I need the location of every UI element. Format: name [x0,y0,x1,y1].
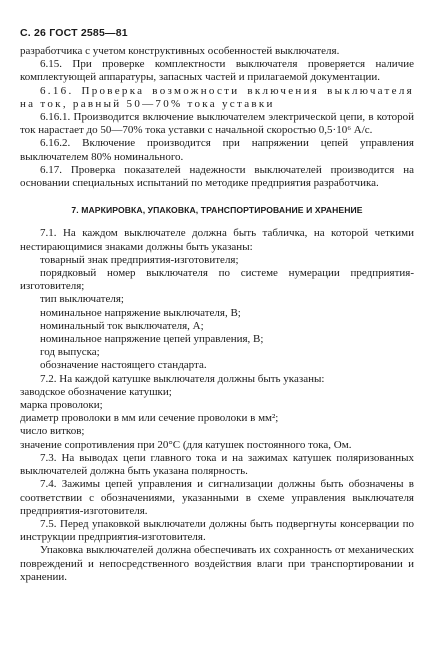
paragraph-6-16-heading: 6.16. Проверка возможности включения выключателя на ток, равный 50—70% тока уставки [20,84,414,110]
paragraph-7-4: 7.4. Зажимы цепей управления и сигнализации должны быть обозначены в соответствии с обозначениями, указанными в схеме управления выключателя предприятия-изготовителя. [20,478,414,517]
coil-item-designation: заводское обозначение катушки; [20,385,172,398]
coil-item-resistance: значение сопротивления при 20°С (для катушек постоянного тока, Ом. [20,438,352,451]
coil-item-wire-diameter: диаметр проволоки в мм или сечение проволоки в мм²; [20,412,279,425]
coil-item-turns: число витков; [20,425,85,438]
marking-item-year: год выпуска; [40,346,100,359]
marking-item-rated-current: номинальный ток выключателя, А; [40,319,204,332]
marking-item-rated-voltage: номинальное напряжение выключателя, В; [40,306,241,319]
paragraph-continuation: разработчика с учетом конструктивных особенностей выключателя. [20,45,340,57]
paragraph-6-16-1: 6.16.1. Производится включение выключателем электрической цепи, в которой ток нарастает до 50—70% тока уставки с начальной скоростью 0,5·10⁶ А/с. [20,111,414,137]
marking-item-trademark: товарный знак предприятия-изготовителя; [40,253,239,266]
coil-item-wire-grade: марка проволоки; [20,399,103,412]
marking-item-control-voltage: номинальное напряжение цепей управления, В; [40,333,264,346]
paragraph-7-3: 7.3. На выводах цепи главного тока и на зажимах катушек поляризованных выключателей должна быть указана полярность. [20,451,414,478]
paragraph-6-17: 6.17. Проверка показателей надежности выключателей производится на основании специальных испытаний по методике предприятия разработчика. [20,163,414,190]
document-body [20,45,414,584]
paragraph-7-5: 7.5. Перед упаковкой выключатели должны быть подвергнуты консервации по инструкции предприятия-изготовителя. [20,517,414,544]
page-header: С. 26 ГОСТ 2585—81 [20,27,128,39]
marking-item-standard: обозначение настоящего стандарта. [40,359,207,372]
paragraph-7-2: 7.2. На каждой катушке выключателя должны быть указаны: [40,372,325,385]
marking-item-serial-number: порядковый номер выключателя по системе нумерации предприятия-изготовителя; [20,267,414,293]
section-title: 7. МАРКИРОВКА, УПАКОВКА, ТРАНСПОРТИРОВАНИЕ И ХРАНЕНИЕ [71,205,363,216]
paragraph-6-15: 6.15. При проверке комплектности выключателя проверяется наличие комплектующей аппаратуры, запасных частей и прилагаемой документации. [20,58,414,84]
paragraph-packaging: Упаковка выключателей должна обеспечивать их сохранность от механических повреждений и непосредственного воздействия влаги при транспортировании и хранении. [20,544,414,583]
paragraph-7-1: 7.1. На каждом выключателе должна быть табличка, на которой четкими нестирающимися знаками должны быть указаны: [20,227,414,253]
marking-item-type: тип выключателя; [40,293,124,306]
paragraph-6-16-2: 6.16.2. Включение производится при напряжении цепей управления выключателем 80% номинального. [20,137,414,163]
